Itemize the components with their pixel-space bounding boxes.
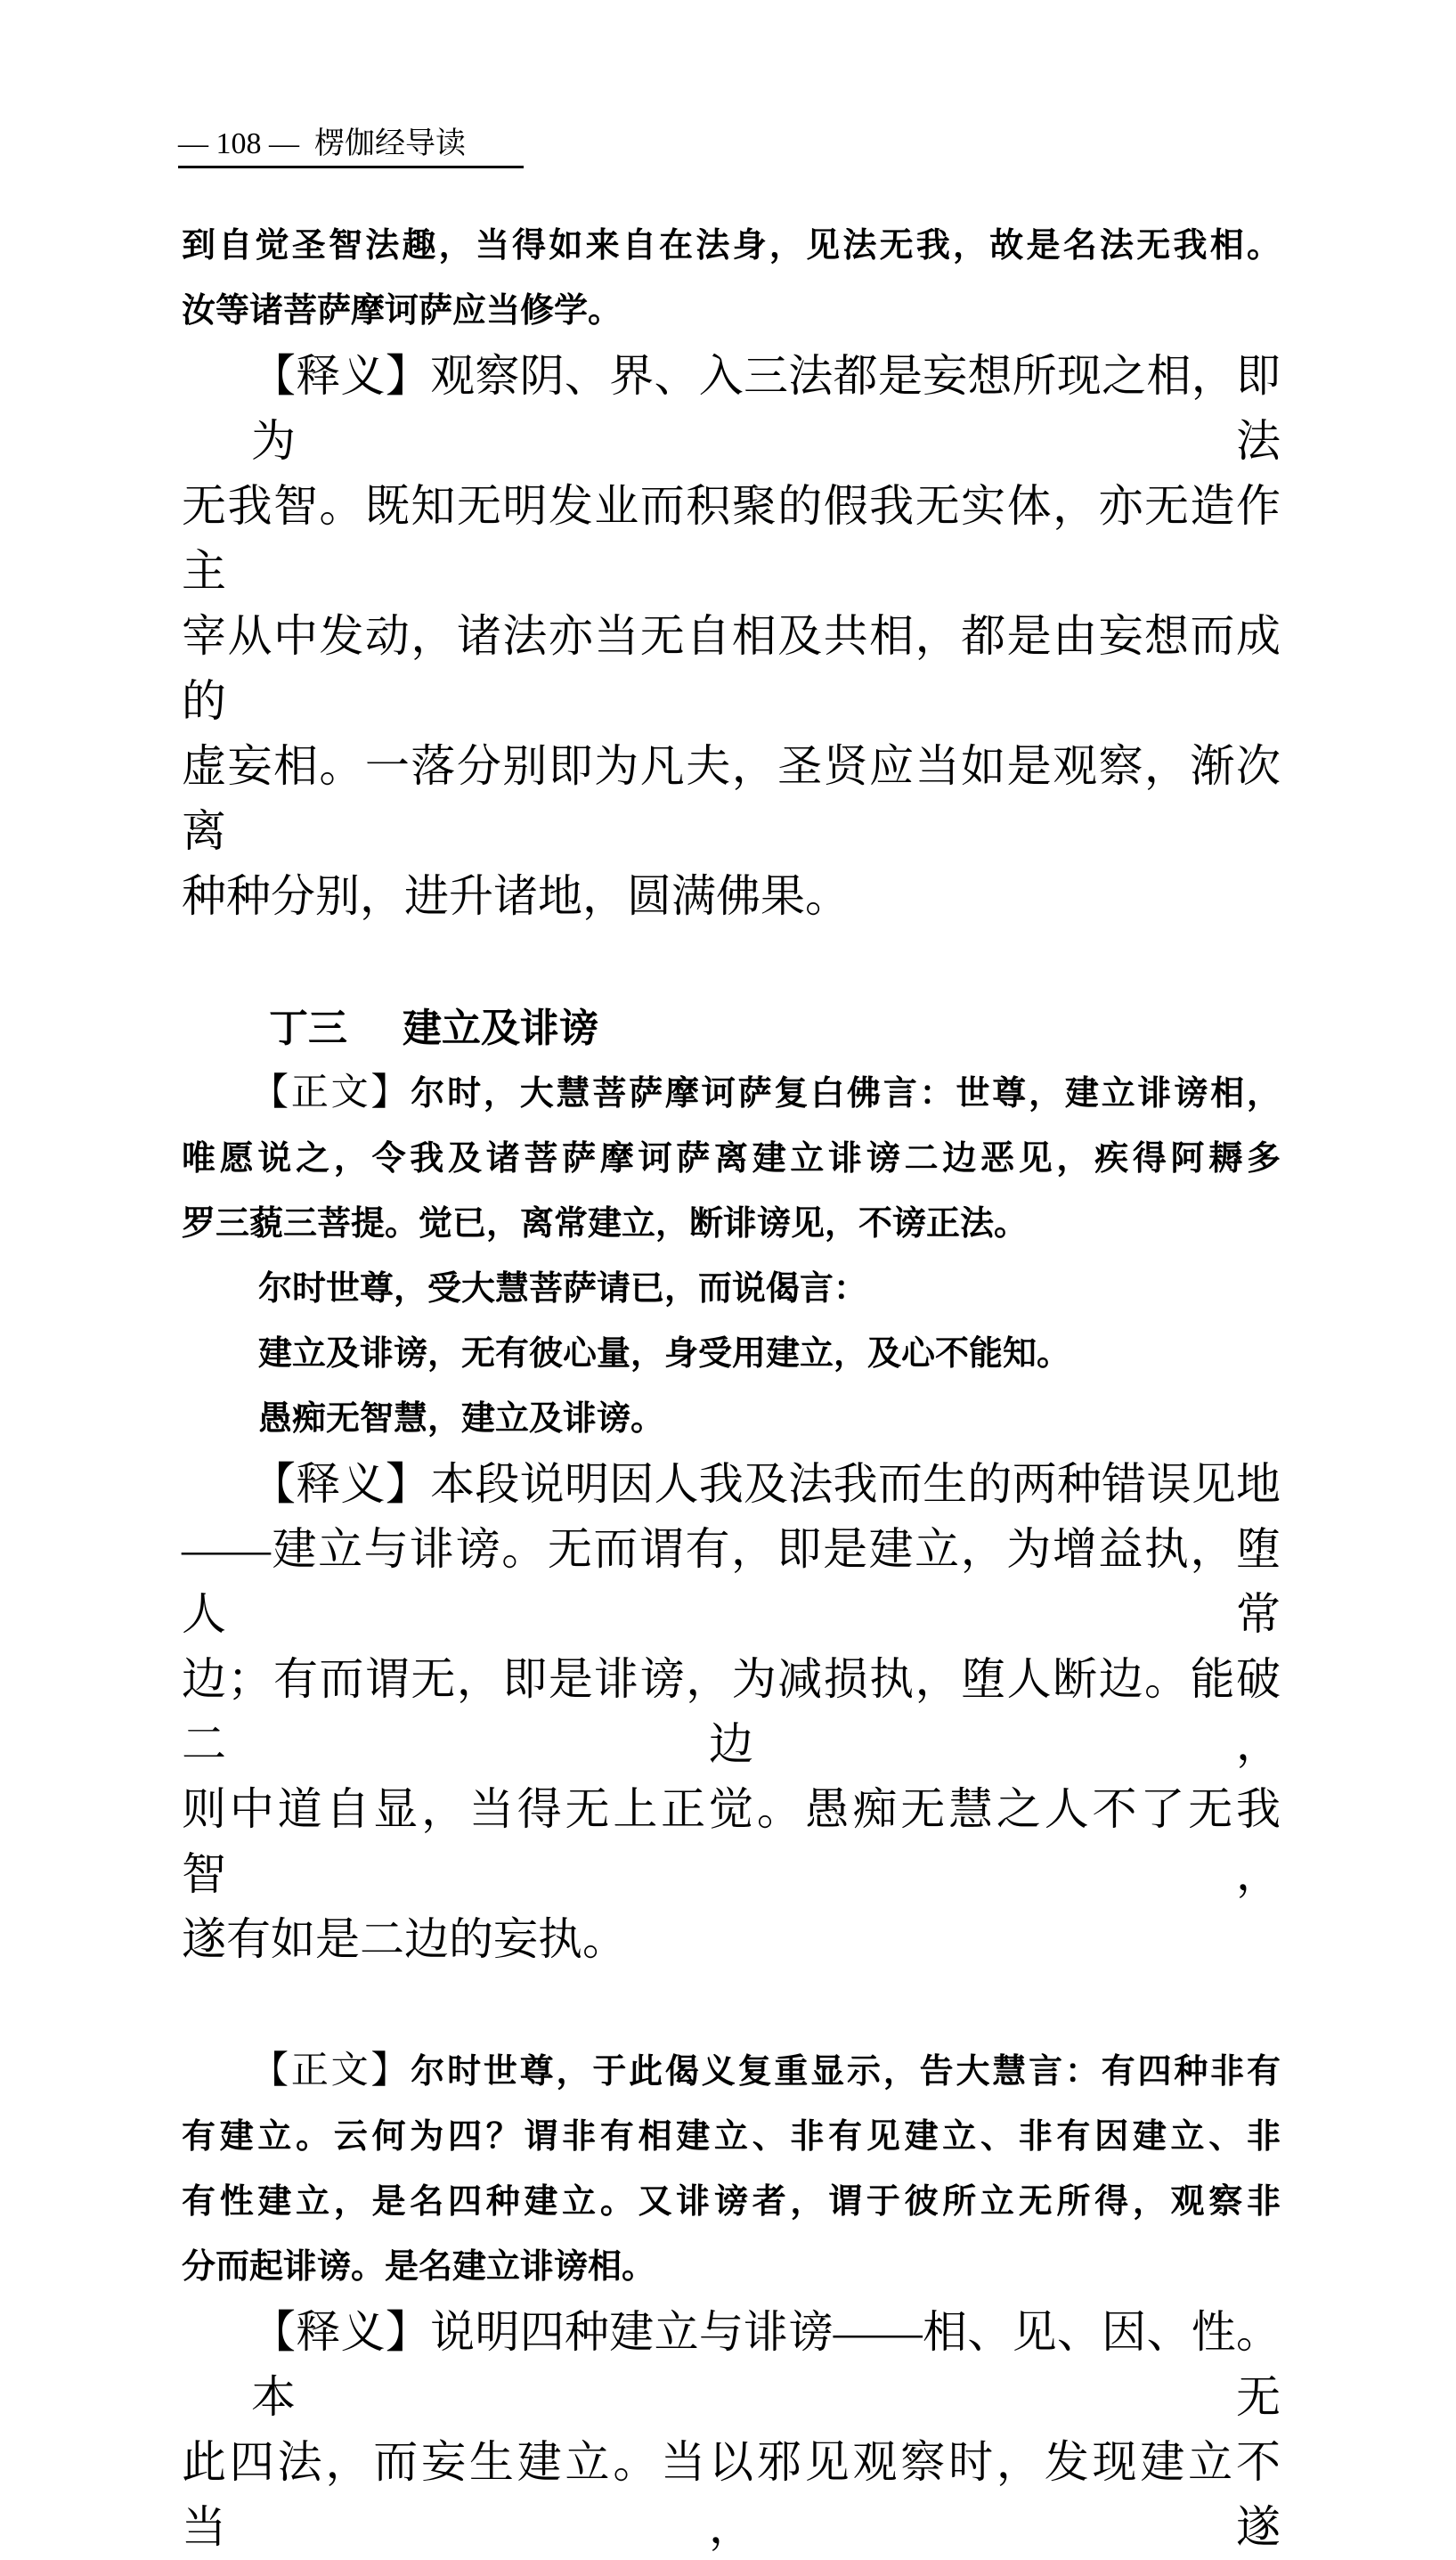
verse-line: 愚痴无智慧，建立及诽谤。: [258, 1400, 665, 1438]
page-number: — 108 —: [178, 127, 299, 160]
verse-line: 建立及诽谤，无有彼心量，身受用建立，及心不能知。: [258, 1335, 1071, 1373]
text-line: 有建立。云何为四？谓非有相建立、非有见建立、非有因建立、非: [182, 2118, 1281, 2156]
running-header: [178, 126, 524, 168]
text-line: [182, 1061, 1281, 1127]
page-header: [178, 126, 524, 162]
text-line: [182, 2039, 1281, 2105]
section-heading: [182, 996, 1281, 1061]
section-title: 建立及诽谤: [403, 1007, 598, 1050]
book-title: 楞伽经导读: [314, 127, 466, 160]
line-text: 尔时世尊，于此偈义复重显示，告大慧言：有四种非有: [411, 2053, 1281, 2091]
text-line: [182, 2300, 1281, 2430]
text-line: 无我智。既知无明发业而积聚的假我无实体，亦无造作主: [182, 481, 1281, 596]
line-text: 尔时，大慧菩萨摩诃萨复白佛言：世尊，建立诽谤相，: [411, 1075, 1281, 1113]
label-shiyi: 【释义】: [251, 2307, 431, 2357]
text-line: 虚妄相。一落分别即为凡夫，圣贤应当如是观察，渐次离: [182, 741, 1281, 856]
text-line: 此四法，而妄生建立。当以邪见观察时，发现建立不当，遂: [182, 2437, 1281, 2552]
text-line: 宰从中发动，诸法亦当无自相及共相，都是由妄想而成的: [182, 611, 1281, 726]
text-line: [182, 1452, 1281, 1517]
text-line: 边；有而谓无，即是诽谤，为减损执，堕人断边。能破二边，: [182, 1654, 1281, 1769]
text-line: 则中道自显，当得无上正觉。愚痴无慧之人不了无我智，: [182, 1784, 1281, 1899]
text-line: 唯愿说之，令我及诸菩萨摩诃萨离建立诽谤二边恶见，疾得阿耨多: [182, 1140, 1281, 1178]
text-line: 汝等诸菩萨摩诃萨应当修学。: [182, 292, 622, 330]
text-line: 到自觉圣智法趣，当得如来自在法身，见法无我，故是名法无我相。: [182, 227, 1281, 265]
label-shiyi: 【释义】: [251, 1459, 431, 1509]
line-text: 本段说明因人我及法我而生的两种错误见地: [430, 1459, 1281, 1509]
label-zhengwen: 【正文】: [251, 2050, 411, 2091]
line-text: 观察阴、界、入三法都是妄想所现之相，即为法: [251, 351, 1281, 466]
text-line: ——建立与诽谤。无而谓有，即是建立，为增益执，堕人常: [182, 1524, 1281, 1639]
line-text: 说明四种建立与诽谤——相、见、因、性。本无: [251, 2307, 1281, 2422]
text-line: [182, 344, 1281, 474]
page-body: [182, 214, 1281, 2560]
verse-line: 尔时世尊，受大慧菩萨请已，而说偈言：: [258, 1270, 868, 1308]
text-line: 种种分别，进升诸地，圆满佛果。: [182, 871, 850, 921]
text-line: 有性建立，是名四种建立。又诽谤者，谓于彼所立无所得，观察非: [182, 2183, 1281, 2221]
text-line: 遂有如是二边的妄执。: [182, 1914, 627, 1964]
label-shiyi: 【释义】: [251, 351, 431, 401]
text-line: 分而起诽谤。是名建立诽谤相。: [182, 2248, 656, 2286]
text-line: 罗三藐三菩提。觉已，离常建立，断诽谤见，不谤正法。: [182, 1205, 1029, 1243]
label-zhengwen: 【正文】: [251, 1072, 411, 1113]
header-rule: [178, 166, 524, 168]
section-number: 丁三: [269, 1007, 347, 1050]
